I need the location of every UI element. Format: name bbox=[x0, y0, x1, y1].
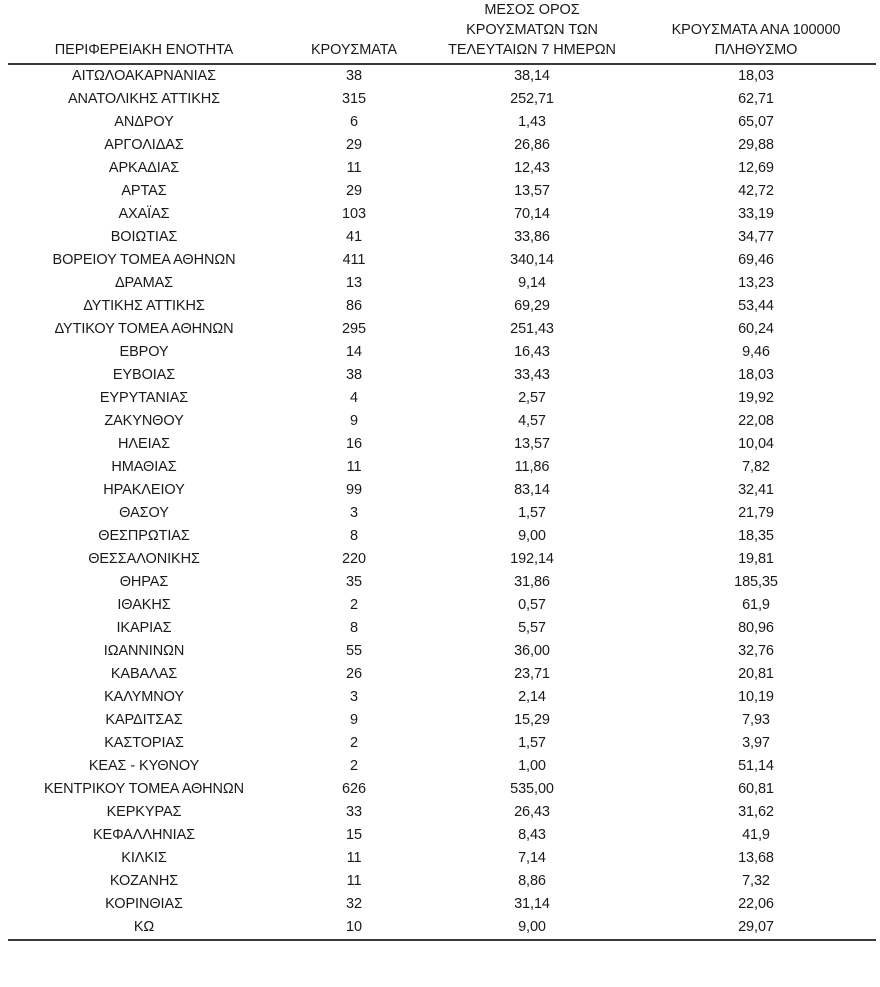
cell-seven-day-average: 1,57 bbox=[518, 735, 546, 751]
cell-region: ΔΥΤΙΚΟΥ ΤΟΜΕΑ ΑΘΗΝΩΝ bbox=[54, 321, 234, 337]
cell-cases: 16 bbox=[346, 436, 362, 452]
table-row bbox=[8, 249, 876, 272]
cell-region: ΑΝΑΤΟΛΙΚΗΣ ΑΤΤΙΚΗΣ bbox=[67, 91, 221, 107]
table-header bbox=[8, 0, 876, 64]
cell-region: ΔΡΑΜΑΣ bbox=[114, 275, 174, 291]
table-row bbox=[8, 479, 876, 502]
bottom-whitespace bbox=[0, 941, 880, 987]
cell-seven-day-average: 26,86 bbox=[514, 137, 550, 153]
cell-region: ΑΡΓΟΛΙΔΑΣ bbox=[104, 137, 184, 153]
cell-cases: 41 bbox=[346, 229, 362, 245]
cell-seven-day-average: 23,71 bbox=[514, 666, 550, 682]
regional-cases-table bbox=[8, 0, 876, 941]
table-row bbox=[8, 571, 876, 594]
table-body bbox=[8, 64, 876, 940]
cell-seven-day-average: 1,43 bbox=[518, 114, 546, 130]
table-row bbox=[8, 203, 876, 226]
cell-region: ΚΕΑΣ - ΚΥΘΝΟΥ bbox=[88, 758, 200, 774]
cell-region: ΔΥΤΙΚΗΣ ΑΤΤΙΚΗΣ bbox=[83, 298, 205, 314]
cell-cases-per-100000: 60,24 bbox=[738, 321, 774, 337]
cell-region: ΚΕΝΤΡΙΚΟΥ ΤΟΜΕΑ ΑΘΗΝΩΝ bbox=[43, 781, 244, 797]
cell-seven-day-average: 31,14 bbox=[514, 896, 550, 912]
cell-cases-per-100000: 18,03 bbox=[738, 68, 774, 84]
cell-cases: 29 bbox=[346, 137, 362, 153]
table-row bbox=[8, 548, 876, 571]
cell-cases-per-100000: 20,81 bbox=[738, 666, 774, 682]
cell-cases-per-100000: 34,77 bbox=[738, 229, 774, 245]
cell-cases-per-100000: 53,44 bbox=[738, 298, 774, 314]
cell-seven-day-average: 69,29 bbox=[514, 298, 550, 314]
cell-seven-day-average: 26,43 bbox=[514, 804, 550, 820]
cell-cases: 6 bbox=[350, 114, 358, 130]
cell-cases-per-100000: 13,23 bbox=[738, 275, 774, 291]
cell-cases: 9 bbox=[350, 712, 358, 728]
cell-region: ΗΡΑΚΛΕΙΟΥ bbox=[103, 482, 185, 498]
cell-cases-per-100000: 60,81 bbox=[738, 781, 774, 797]
cell-region: ΚΙΛΚΙΣ bbox=[121, 850, 167, 866]
cell-cases-per-100000: 18,35 bbox=[738, 528, 774, 544]
column-header-cases-per-100000-line-2: ΠΛΗΘΥΣΜΟ bbox=[714, 42, 798, 58]
cell-cases: 11 bbox=[346, 850, 362, 866]
cell-seven-day-average: 535,00 bbox=[510, 781, 554, 797]
cell-cases-per-100000: 13,68 bbox=[738, 850, 774, 866]
cell-cases-per-100000: 7,82 bbox=[742, 459, 770, 475]
cell-region: ΒΟΙΩΤΙΑΣ bbox=[110, 229, 178, 245]
cell-cases: 11 bbox=[346, 459, 362, 475]
table-row bbox=[8, 364, 876, 387]
cell-cases: 4 bbox=[350, 390, 358, 406]
cell-region: ΕΥΒΟΙΑΣ bbox=[112, 367, 176, 383]
table-row bbox=[8, 64, 876, 88]
table-row bbox=[8, 870, 876, 893]
cell-cases: 86 bbox=[346, 298, 362, 314]
cell-seven-day-average: 1,57 bbox=[518, 505, 546, 521]
cell-region: ΚΑΡΔΙΤΣΑΣ bbox=[105, 712, 183, 728]
cell-cases: 315 bbox=[342, 91, 366, 107]
table-row bbox=[8, 755, 876, 778]
cell-seven-day-average: 16,43 bbox=[514, 344, 550, 360]
column-header-seven-day-average-line-1: ΜΕΣΟΣ ΟΡΟΣ bbox=[484, 2, 580, 18]
cell-cases-per-100000: 69,46 bbox=[738, 252, 774, 268]
table-row bbox=[8, 686, 876, 709]
cell-seven-day-average: 0,57 bbox=[518, 597, 546, 613]
table-row bbox=[8, 663, 876, 686]
cell-cases: 2 bbox=[350, 758, 358, 774]
cell-region: ΚΩ bbox=[8, 916, 280, 940]
cell-cases-per-100000: 32,76 bbox=[738, 643, 774, 659]
cell-cases: 8 bbox=[350, 528, 358, 544]
cell-cases: 29 bbox=[346, 183, 362, 199]
table-row bbox=[8, 387, 876, 410]
cell-cases: 3 bbox=[350, 689, 358, 705]
cell-cases: 220 bbox=[342, 551, 366, 567]
cell-region: ΙΩΑΝΝΙΝΩΝ bbox=[103, 643, 185, 659]
cell-cases-per-100000: 19,92 bbox=[738, 390, 774, 406]
table-row bbox=[8, 801, 876, 824]
cell-region: ΗΛΕΙΑΣ bbox=[118, 436, 170, 452]
cell-cases-per-100000: 10,04 bbox=[738, 436, 774, 452]
cell-seven-day-average: 38,14 bbox=[514, 68, 550, 84]
cell-cases-per-100000: 31,62 bbox=[738, 804, 774, 820]
cell-cases-per-100000: 80,96 bbox=[738, 620, 774, 636]
table-row bbox=[8, 318, 876, 341]
cell-seven-day-average: 13,57 bbox=[514, 183, 550, 199]
cell-seven-day-average: 33,86 bbox=[514, 229, 550, 245]
cell-region: ΑΝΔΡΟΥ bbox=[114, 114, 174, 130]
cell-seven-day-average: 12,43 bbox=[514, 160, 550, 176]
cell-region: ΚΕΦΑΛΛΗΝΙΑΣ bbox=[92, 827, 196, 843]
cell-seven-day-average: 2,14 bbox=[518, 689, 546, 705]
column-header-seven-day-average bbox=[428, 0, 636, 64]
cell-seven-day-average: 252,71 bbox=[510, 91, 554, 107]
cell-seven-day-average: 8,86 bbox=[518, 873, 546, 889]
cell-cases: 15 bbox=[346, 827, 362, 843]
cell-cases-per-100000: 22,08 bbox=[738, 413, 774, 429]
table-row bbox=[8, 226, 876, 249]
table-row bbox=[8, 893, 876, 916]
cell-cases-per-100000: 7,93 bbox=[742, 712, 770, 728]
column-header-region-line-1: ΠΕΡΙΦΕΡΕΙΑΚΗ ΕΝΟΤΗΤΑ bbox=[54, 42, 234, 58]
cell-seven-day-average: 1,00 bbox=[518, 758, 546, 774]
cell-cases: 38 bbox=[346, 367, 362, 383]
cell-region: ΑΡΚΑΔΙΑΣ bbox=[108, 160, 180, 176]
cell-region: ΘΕΣΣΑΛΟΝΙΚΗΣ bbox=[88, 551, 200, 567]
cell-cases-per-100000: 29,07 bbox=[636, 916, 876, 940]
table-row bbox=[8, 824, 876, 847]
cell-cases-per-100000: 33,19 bbox=[738, 206, 774, 222]
cell-seven-day-average: 9,00 bbox=[428, 916, 636, 940]
cell-cases-per-100000: 61,9 bbox=[742, 597, 770, 613]
cell-cases: 55 bbox=[346, 643, 362, 659]
cell-cases-per-100000: 10,19 bbox=[738, 689, 774, 705]
cell-region: ΙΚΑΡΙΑΣ bbox=[116, 620, 172, 636]
cell-cases-per-100000: 65,07 bbox=[738, 114, 774, 130]
cell-cases: 26 bbox=[346, 666, 362, 682]
cell-cases: 9 bbox=[350, 413, 358, 429]
cell-cases: 13 bbox=[346, 275, 362, 291]
cell-region: ΒΟΡΕΙΟΥ ΤΟΜΕΑ ΑΘΗΝΩΝ bbox=[52, 252, 236, 268]
table-row bbox=[8, 295, 876, 318]
cell-seven-day-average: 9,00 bbox=[518, 528, 546, 544]
column-header-seven-day-average-line-3: ΤΕΛΕΥΤΑΙΩΝ 7 ΗΜΕΡΩΝ bbox=[448, 42, 616, 58]
cell-seven-day-average: 5,57 bbox=[518, 620, 546, 636]
cell-cases-per-100000: 21,79 bbox=[738, 505, 774, 521]
column-header-cases bbox=[280, 0, 428, 64]
cell-cases: 3 bbox=[350, 505, 358, 521]
cell-region: ΚΟΡΙΝΘΙΑΣ bbox=[105, 896, 183, 912]
cell-region: ΙΘΑΚΗΣ bbox=[117, 597, 171, 613]
cell-cases: 2 bbox=[350, 597, 358, 613]
table-row bbox=[8, 272, 876, 295]
cell-cases-per-100000: 51,14 bbox=[738, 758, 774, 774]
cell-cases: 38 bbox=[346, 68, 362, 84]
table-row bbox=[8, 916, 876, 940]
cell-region: ΑΧΑΪΑΣ bbox=[118, 206, 170, 222]
cell-cases-per-100000: 12,69 bbox=[738, 160, 774, 176]
cell-cases-per-100000: 185,35 bbox=[734, 574, 778, 590]
cell-region: ΚΑΒΑΛΑΣ bbox=[110, 666, 178, 682]
cell-cases: 8 bbox=[350, 620, 358, 636]
table-header-row bbox=[8, 0, 876, 64]
cell-seven-day-average: 2,57 bbox=[518, 390, 546, 406]
cell-seven-day-average: 4,57 bbox=[518, 413, 546, 429]
column-header-region bbox=[8, 0, 280, 64]
column-header-seven-day-average-line-2: ΚΡΟΥΣΜΑΤΩΝ ΤΩΝ bbox=[466, 22, 598, 38]
table-row bbox=[8, 709, 876, 732]
cell-seven-day-average: 15,29 bbox=[514, 712, 550, 728]
table-row bbox=[8, 157, 876, 180]
cell-seven-day-average: 70,14 bbox=[514, 206, 550, 222]
cell-cases: 35 bbox=[346, 574, 362, 590]
cell-cases: 11 bbox=[346, 160, 362, 176]
cell-cases: 10 bbox=[280, 916, 428, 940]
cell-seven-day-average: 33,43 bbox=[514, 367, 550, 383]
cell-region: ΚΑΣΤΟΡΙΑΣ bbox=[104, 735, 184, 751]
cell-region: ΘΕΣΠΡΩΤΙΑΣ bbox=[98, 528, 190, 544]
table-row bbox=[8, 640, 876, 663]
cell-cases: 2 bbox=[350, 735, 358, 751]
cell-cases-per-100000: 7,32 bbox=[742, 873, 770, 889]
cell-cases-per-100000: 42,72 bbox=[738, 183, 774, 199]
cell-region: ΖΑΚΥΝΘΟΥ bbox=[104, 413, 184, 429]
cell-cases-per-100000: 18,03 bbox=[738, 367, 774, 383]
cell-seven-day-average: 13,57 bbox=[514, 436, 550, 452]
cell-cases: 103 bbox=[342, 206, 366, 222]
cell-cases: 11 bbox=[346, 873, 362, 889]
cell-cases: 33 bbox=[346, 804, 362, 820]
table-row bbox=[8, 88, 876, 111]
cell-cases-per-100000: 9,46 bbox=[742, 344, 770, 360]
cell-cases-per-100000: 22,06 bbox=[738, 896, 774, 912]
cell-region: ΚΕΡΚΥΡΑΣ bbox=[106, 804, 182, 820]
column-header-cases-per-100000 bbox=[636, 0, 876, 64]
cell-region: ΕΥΡΥΤΑΝΙΑΣ bbox=[99, 390, 189, 406]
table-row bbox=[8, 617, 876, 640]
cell-seven-day-average: 83,14 bbox=[514, 482, 550, 498]
cell-seven-day-average: 31,86 bbox=[514, 574, 550, 590]
cell-seven-day-average: 9,14 bbox=[518, 275, 546, 291]
cell-seven-day-average: 251,43 bbox=[510, 321, 554, 337]
cell-region: ΚΟΖΑΝΗΣ bbox=[109, 873, 179, 889]
table-row bbox=[8, 134, 876, 157]
cell-cases: 99 bbox=[346, 482, 362, 498]
cell-region: ΕΒΡΟΥ bbox=[119, 344, 169, 360]
cell-seven-day-average: 340,14 bbox=[510, 252, 554, 268]
cell-cases-per-100000: 29,88 bbox=[738, 137, 774, 153]
cell-region: ΚΑΛΥΜΝΟΥ bbox=[104, 689, 184, 705]
cell-seven-day-average: 36,00 bbox=[514, 643, 550, 659]
cell-seven-day-average: 7,14 bbox=[518, 850, 546, 866]
cell-cases: 14 bbox=[346, 344, 362, 360]
table-row bbox=[8, 732, 876, 755]
cell-cases-per-100000: 19,81 bbox=[738, 551, 774, 567]
cell-region: ΑΙΤΩΛΟΑΚΑΡΝΑΝΙΑΣ bbox=[72, 68, 216, 84]
cell-seven-day-average: 8,43 bbox=[518, 827, 546, 843]
table-row bbox=[8, 525, 876, 548]
table-row bbox=[8, 778, 876, 801]
cell-cases: 411 bbox=[342, 252, 366, 268]
table-row bbox=[8, 847, 876, 870]
cell-cases-per-100000: 41,9 bbox=[742, 827, 770, 843]
cell-seven-day-average: 192,14 bbox=[510, 551, 554, 567]
table-row bbox=[8, 180, 876, 203]
table-row bbox=[8, 111, 876, 134]
cell-cases: 626 bbox=[342, 781, 366, 797]
table-row bbox=[8, 502, 876, 525]
cell-seven-day-average: 11,86 bbox=[514, 459, 550, 475]
cell-cases-per-100000: 3,97 bbox=[742, 735, 770, 751]
table-row bbox=[8, 433, 876, 456]
column-header-cases-line-1: ΚΡΟΥΣΜΑΤΑ bbox=[310, 42, 397, 58]
table-row bbox=[8, 594, 876, 617]
cell-region: ΘΑΣΟΥ bbox=[119, 505, 169, 521]
cell-region: ΑΡΤΑΣ bbox=[121, 183, 167, 199]
cell-cases-per-100000: 62,71 bbox=[738, 91, 774, 107]
cell-cases: 32 bbox=[346, 896, 362, 912]
cell-cases-per-100000: 32,41 bbox=[738, 482, 774, 498]
cell-region: ΗΜΑΘΙΑΣ bbox=[111, 459, 177, 475]
column-header-cases-per-100000-line-1: ΚΡΟΥΣΜΑΤΑ ΑΝΑ 100000 bbox=[671, 22, 841, 38]
table-row bbox=[8, 341, 876, 364]
table-row bbox=[8, 410, 876, 433]
table-row bbox=[8, 456, 876, 479]
cell-region: ΘΗΡΑΣ bbox=[119, 574, 169, 590]
cell-cases: 295 bbox=[342, 321, 366, 337]
